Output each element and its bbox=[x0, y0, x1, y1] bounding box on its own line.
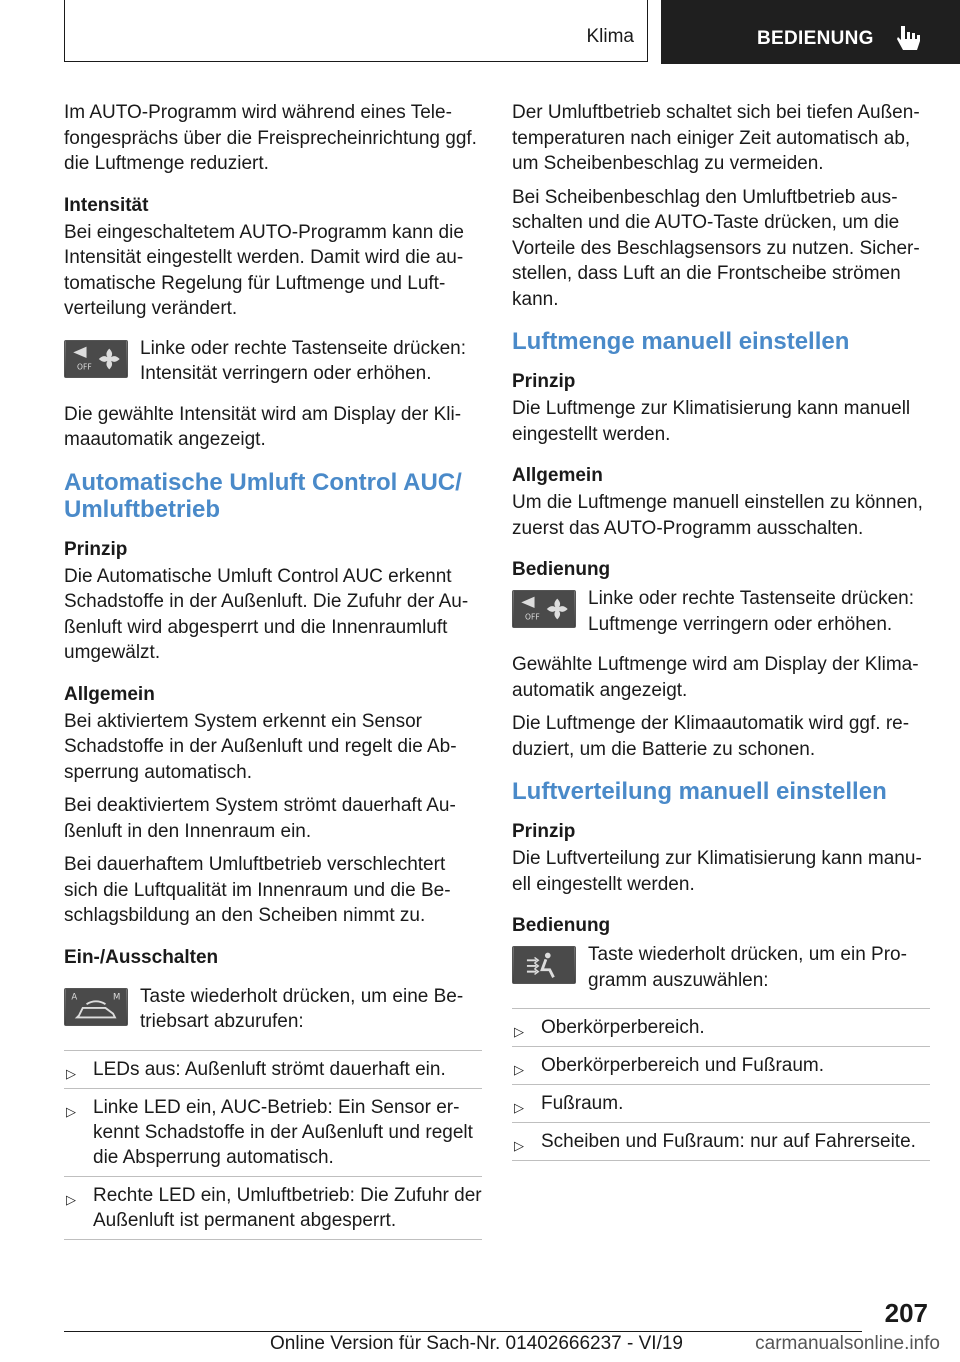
fan-button-image bbox=[512, 590, 576, 628]
paragraph: Bei eingeschaltetem AUTO-Programm kann die Intensität eingestellt werden. Damit wird die automatische Regelung für Luftmenge und Luftverteilung verändert. bbox=[64, 221, 464, 319]
triangle-bullet-icon: ▷ bbox=[514, 1138, 524, 1153]
figure-caption: Taste wiederholt drücken, um eine Betriebsart abzurufen: bbox=[140, 985, 464, 1032]
subheading-intensitaet: Intensität bbox=[64, 194, 149, 216]
paragraph: Der Umluftbetrieb schaltet sich bei tiefen Außentemperaturen nach einiger Zeit automatisch ab, um Scheibenbeschlag zu vermeiden. bbox=[512, 102, 920, 174]
paragraph: Die Luftverteilung zur Klimatisierung kann manuell eingestellt werden. bbox=[512, 848, 922, 895]
paragraph: Die Luftmenge zur Klimatisierung kann manuell eingestellt werden. bbox=[512, 398, 911, 445]
figure-air-distribution-button bbox=[512, 942, 930, 1002]
hand-pointer-icon bbox=[897, 24, 923, 52]
left-column bbox=[64, 100, 482, 1240]
paragraph: Um die Luftmenge manuell einstellen zu können, zuerst das AUTO-Programm ausschalten. bbox=[512, 492, 923, 539]
list-item: ▷ Scheiben und Fußraum: nur auf Fahrerseite. bbox=[512, 1123, 930, 1161]
figure-fan-button bbox=[512, 586, 930, 646]
paragraph: Im AUTO-Programm wird während eines Telefongesprächs über die Freisprecheinrichtung ggf. die Luftmenge reduziert. bbox=[64, 102, 477, 174]
triangle-bullet-icon: ▷ bbox=[66, 1103, 76, 1119]
triangle-bullet-icon: ▷ bbox=[66, 1065, 76, 1081]
list-item: ▷ Linke LED ein, AUC-Betrieb: Ein Sensor erkennt Schadstoffe in der Außenluft und regelt die Absperrung automatisch. bbox=[64, 1089, 482, 1177]
mode-list bbox=[64, 1050, 482, 1240]
heading-luftverteilung: Luftverteilung manuell einstellen bbox=[512, 778, 887, 805]
figure-fan-button bbox=[64, 336, 482, 396]
figure-caption: Taste wiederholt drücken, um ein Programm auszuwählen: bbox=[588, 944, 907, 991]
figure-auc-button bbox=[64, 984, 482, 1044]
fan-button-image bbox=[64, 340, 128, 378]
page-number: 207 bbox=[884, 1298, 928, 1328]
chapter-title: BEDIENUNG bbox=[757, 28, 874, 49]
triangle-bullet-icon: ▷ bbox=[514, 1024, 524, 1039]
subheading-bedienung: Bedienung bbox=[512, 559, 611, 580]
subheading-prinzip: Prinzip bbox=[512, 371, 576, 392]
subheading-ein-aus: Ein-/Ausschalten bbox=[64, 946, 219, 968]
paragraph: Gewählte Luftmenge wird am Display der Klimaautomatik angezeigt. bbox=[512, 654, 919, 701]
list-item: ▷ LEDs aus: Außenluft strömt dauerhaft ein. bbox=[64, 1051, 482, 1089]
watermark: carmanualsonline.info bbox=[755, 1333, 940, 1354]
off-label: OFF bbox=[77, 361, 92, 371]
right-column bbox=[512, 100, 930, 1161]
paragraph: Bei dauerhaftem Umluftbetrieb verschlechtert sich die Luftqualität im Innenraum und die Beschlagsbildung an den Scheiben nimmt zu. bbox=[64, 854, 451, 926]
heading-luftmenge: Luftmenge manuell einstellen bbox=[512, 328, 850, 355]
paragraph: Die Automatische Umluft Control AUC erkennt Schadstoffe in der Außenluft. Die Zufuhr der Außenluft wird abgesperrt und die Innenraumluft umgewälzt. bbox=[64, 565, 469, 663]
paragraph: Die Luftmenge der Klimaautomatik wird ggf. reduziert, um die Batterie zu schonen. bbox=[512, 713, 910, 760]
figure-caption: Linke oder rechte Tastenseite drücken: Luftmenge verringern oder erhöhen. bbox=[588, 588, 915, 635]
paragraph: Bei Scheibenbeschlag den Umluftbetrieb ausschalten und die AUTO-Taste drücken, um die Vorteile des Beschlagsensors zu nutzen. Sicherstellen, dass Luft an die Frontscheibe strömen kann. bbox=[512, 186, 920, 310]
subheading-bedienung: Bedienung bbox=[512, 915, 611, 936]
triangle-bullet-icon: ▷ bbox=[66, 1191, 76, 1207]
air-distribution-button-image bbox=[512, 946, 576, 984]
chapter-tab bbox=[661, 0, 960, 64]
subheading-allgemein: Allgemein bbox=[512, 465, 603, 486]
list-item: ▷ Fußraum. bbox=[512, 1085, 930, 1123]
paragraph: Bei deaktiviertem System strömt dauerhaft Außenluft in den Innenraum ein. bbox=[64, 795, 456, 842]
auc-button-image bbox=[64, 988, 128, 1026]
off-label: OFF bbox=[525, 612, 540, 622]
footer-rule bbox=[64, 1331, 862, 1332]
header-frame bbox=[64, 0, 648, 62]
paragraph: Die gewählte Intensität wird am Display der Klimaautomatik angezeigt. bbox=[64, 403, 462, 450]
list-item: ▷ Oberkörperbereich und Fußraum. bbox=[512, 1047, 930, 1085]
subheading-prinzip: Prinzip bbox=[512, 821, 576, 842]
list-item: ▷ Rechte LED ein, Umluftbetrieb: Die Zufuhr der Außenluft ist permanent abgesperrt. bbox=[64, 1177, 482, 1240]
subheading-prinzip: Prinzip bbox=[64, 538, 128, 560]
footer-text: Online Version für Sach-Nr. 01402666237 - VI/19 bbox=[270, 1333, 683, 1354]
paragraph: Bei aktiviertem System erkennt ein Sensor Schadstoffe in der Außenluft und regelt die Absperrung automatisch. bbox=[64, 710, 457, 783]
figure-caption: Linke oder rechte Tastenseite drücken: Intensität verringern oder erhöhen. bbox=[140, 337, 467, 384]
section-title: Klima bbox=[586, 26, 634, 47]
auc-m-label: M bbox=[113, 991, 121, 1002]
triangle-bullet-icon: ▷ bbox=[514, 1062, 524, 1077]
subheading-allgemein: Allgemein bbox=[64, 683, 155, 705]
program-list bbox=[512, 1008, 930, 1161]
heading-auc: Automatische Umluft Control AUC/ Umluftbetrieb bbox=[64, 468, 462, 523]
list-item: ▷ Oberkörperbereich. bbox=[512, 1009, 930, 1047]
auc-a-label: A bbox=[71, 991, 78, 1002]
triangle-bullet-icon: ▷ bbox=[514, 1100, 524, 1115]
